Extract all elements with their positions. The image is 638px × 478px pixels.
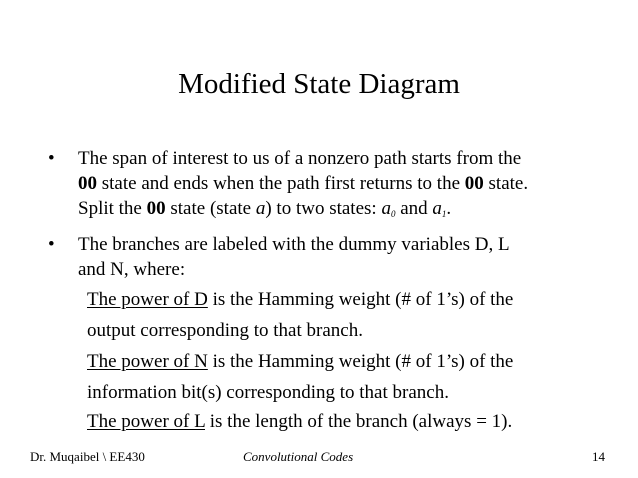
bullet-1 <box>48 146 608 227</box>
definition-d-line-1 <box>87 284 607 315</box>
text-run: state. <box>483 173 529 194</box>
text-run: ) to two states: <box>265 198 382 219</box>
text-run: state and ends when the path first returns to the <box>97 173 465 194</box>
footer-course-topic: Convolutional Codes <box>243 449 354 464</box>
definition-d <box>87 284 607 346</box>
state-variable: a <box>255 198 266 219</box>
definition-n-line-1 <box>87 346 607 377</box>
state-label: 00 <box>464 173 484 194</box>
page-number: 14 <box>592 449 605 464</box>
text-run: Split the <box>78 198 147 219</box>
text-run: state (state <box>165 198 256 219</box>
state-label: 00 <box>146 198 166 219</box>
definition-l-line-1 <box>87 406 607 437</box>
bullet-2-line-1: The branches are labeled with the dummy variables D, L <box>78 234 510 255</box>
definition-n-line-2: information bit(s) corresponding to that branch. <box>87 382 449 403</box>
text-run: is the Hamming weight (# of 1’s) of the <box>207 351 514 372</box>
definition-term: The power of L <box>87 411 205 432</box>
footer-author: Dr. Muqaibel \ EE430 <box>30 449 145 464</box>
text-run: is the length of the branch (always = 1). <box>205 411 513 432</box>
definition-d-line-2: output corresponding to that branch. <box>87 320 363 341</box>
text-run: is the Hamming weight (# of 1’s) of the <box>207 289 514 310</box>
bullet-1-line-3 <box>78 196 608 227</box>
bullet-1-line-2 <box>78 171 608 196</box>
slide-title: Modified State Diagram <box>178 68 460 100</box>
bullet-dot-icon: • <box>48 234 55 255</box>
state-a0: a <box>381 198 391 219</box>
definition-term: The power of N <box>87 351 208 372</box>
text-run: . <box>446 198 452 219</box>
definition-l <box>87 406 607 437</box>
subscript-0: 0 <box>390 209 396 219</box>
subscript-1: 1 <box>441 209 447 219</box>
bullet-2-line-2: and N, where: <box>78 259 186 280</box>
definition-term: The power of D <box>87 289 208 310</box>
bullet-1-line-1: The span of interest to us of a nonzero path starts from the <box>78 148 522 169</box>
bullet-2 <box>48 232 608 282</box>
state-a1: a <box>432 198 442 219</box>
text-run: and <box>395 198 433 219</box>
bullet-dot-icon: • <box>48 148 55 169</box>
state-label: 00 <box>78 173 97 194</box>
definition-n <box>87 346 607 408</box>
